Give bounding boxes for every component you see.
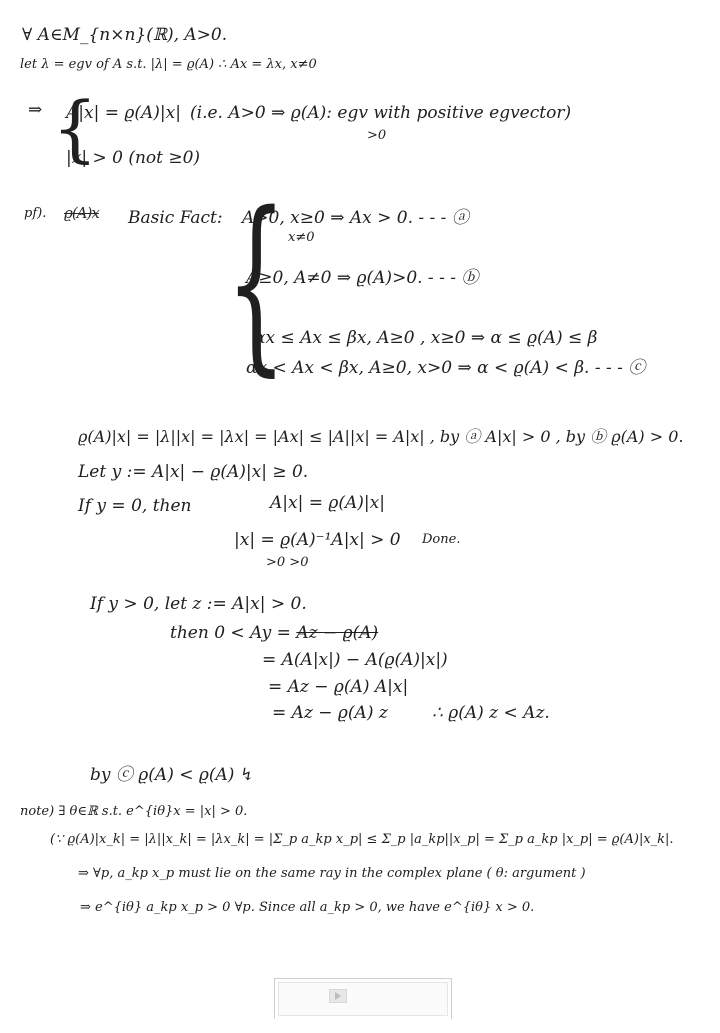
fact-c-nonstrict: αx ≤ Ax ≤ βx, A≥0 , x≥0 ⇒ α ≤ ϱ(A) ≤ β	[254, 328, 598, 348]
then-step-text: then 0 < Ay =	[170, 623, 297, 643]
note-same-ray: ⇒ ∀p, a_kp x_p must lie on the same ray in the complex plane ( θ: argument )	[78, 866, 586, 881]
statement-line: ∀ A∈M_{n×n}(ℝ), A>0.	[22, 25, 228, 45]
case-y-positive: If y > 0, let z := A|x| > 0.	[90, 594, 307, 614]
claim-positive-vector: |x| > 0 (not ≥0)	[66, 148, 201, 168]
basic-fact-label: Basic Fact:	[128, 208, 223, 228]
fact-b: A≥0, A≠0 ⇒ ϱ(A)>0. - - - ⓑ	[246, 268, 479, 288]
done-label: Done.	[422, 532, 461, 547]
fact-a-condition: x≠0	[288, 230, 315, 245]
note-line: note) ∃ θ∈ℝ s.t. e^{iθ}x = |x| > 0.	[20, 804, 248, 819]
fact-a: A>0, x≥0 ⇒ Ax > 0. - - - ⓐ	[242, 208, 469, 228]
eigenvalue-definition-line: let λ = egv of A s.t. |λ| = ϱ(A) ∴ Ax = λx, x≠0	[20, 57, 317, 72]
contradiction-line: by ⓒ ϱ(A) < ϱ(A) ↯	[90, 765, 255, 785]
positivity-note: >0	[367, 128, 387, 143]
then-step-line3: = Az − ϱ(A) A|x|	[268, 677, 409, 697]
positivity-result: |x| = ϱ(A)⁻¹A|x| > 0	[234, 530, 401, 550]
crossed-out-word: ϱ(A)x	[64, 204, 99, 222]
then-step-start	[170, 623, 378, 643]
note-conclusion: ⇒ e^{iθ} a_kp x_p > 0 ∀p. Since all a_kp > 0, we have e^{iθ} x > 0.	[80, 900, 535, 915]
implies-arrow: ⇒	[28, 100, 43, 120]
inequality-chain: ϱ(A)|x| = |λ||x| = |λx| = |Ax| ≤ |A||x| = A|x| , by ⓐ A|x| > 0 , by ⓑ ϱ(A) > 0.	[78, 427, 684, 446]
struck-expression: Az − ϱ(A)	[296, 623, 379, 643]
define-y: Let y := A|x| − ϱ(A)|x| ≥ 0.	[78, 462, 309, 482]
scanner-mark-icon	[329, 989, 347, 1003]
then-step-line4: = Az − ϱ(A) z	[272, 703, 388, 723]
case-y-zero: If y = 0, then	[78, 496, 192, 516]
claim-eigen-equation: A|x| = ϱ(A)|x|	[66, 103, 181, 123]
then-step-line2: = A(A|x|) − A(ϱ(A)|x|)	[262, 650, 448, 670]
left-brace: {	[52, 86, 98, 170]
scanner-footer-frame	[274, 978, 452, 1019]
note-derivation: (∵ ϱ(A)|x_k| = |λ||x_k| = |λx_k| = |Σ_p a_kp x_p| ≤ Σ_p |a_kp||x_p| = Σ_p a_kp |x_p| = ϱ(A)|x_k|.	[50, 832, 674, 847]
claim-explanation: (i.e. A>0 ⇒ ϱ(A): egv with positive egvector)	[190, 103, 572, 123]
proof-label: pf).	[24, 206, 47, 221]
positivity-subnote: >0 >0	[266, 555, 309, 570]
conclusion-az: ∴ ϱ(A) z < Az.	[432, 703, 550, 723]
fact-c-strict: αx < Ax < βx, A≥0, x>0 ⇒ α < ϱ(A) < β. - - - ⓒ	[246, 358, 646, 378]
case-y-zero-equation: A|x| = ϱ(A)|x|	[270, 493, 385, 513]
facts-brace: {	[226, 172, 287, 393]
